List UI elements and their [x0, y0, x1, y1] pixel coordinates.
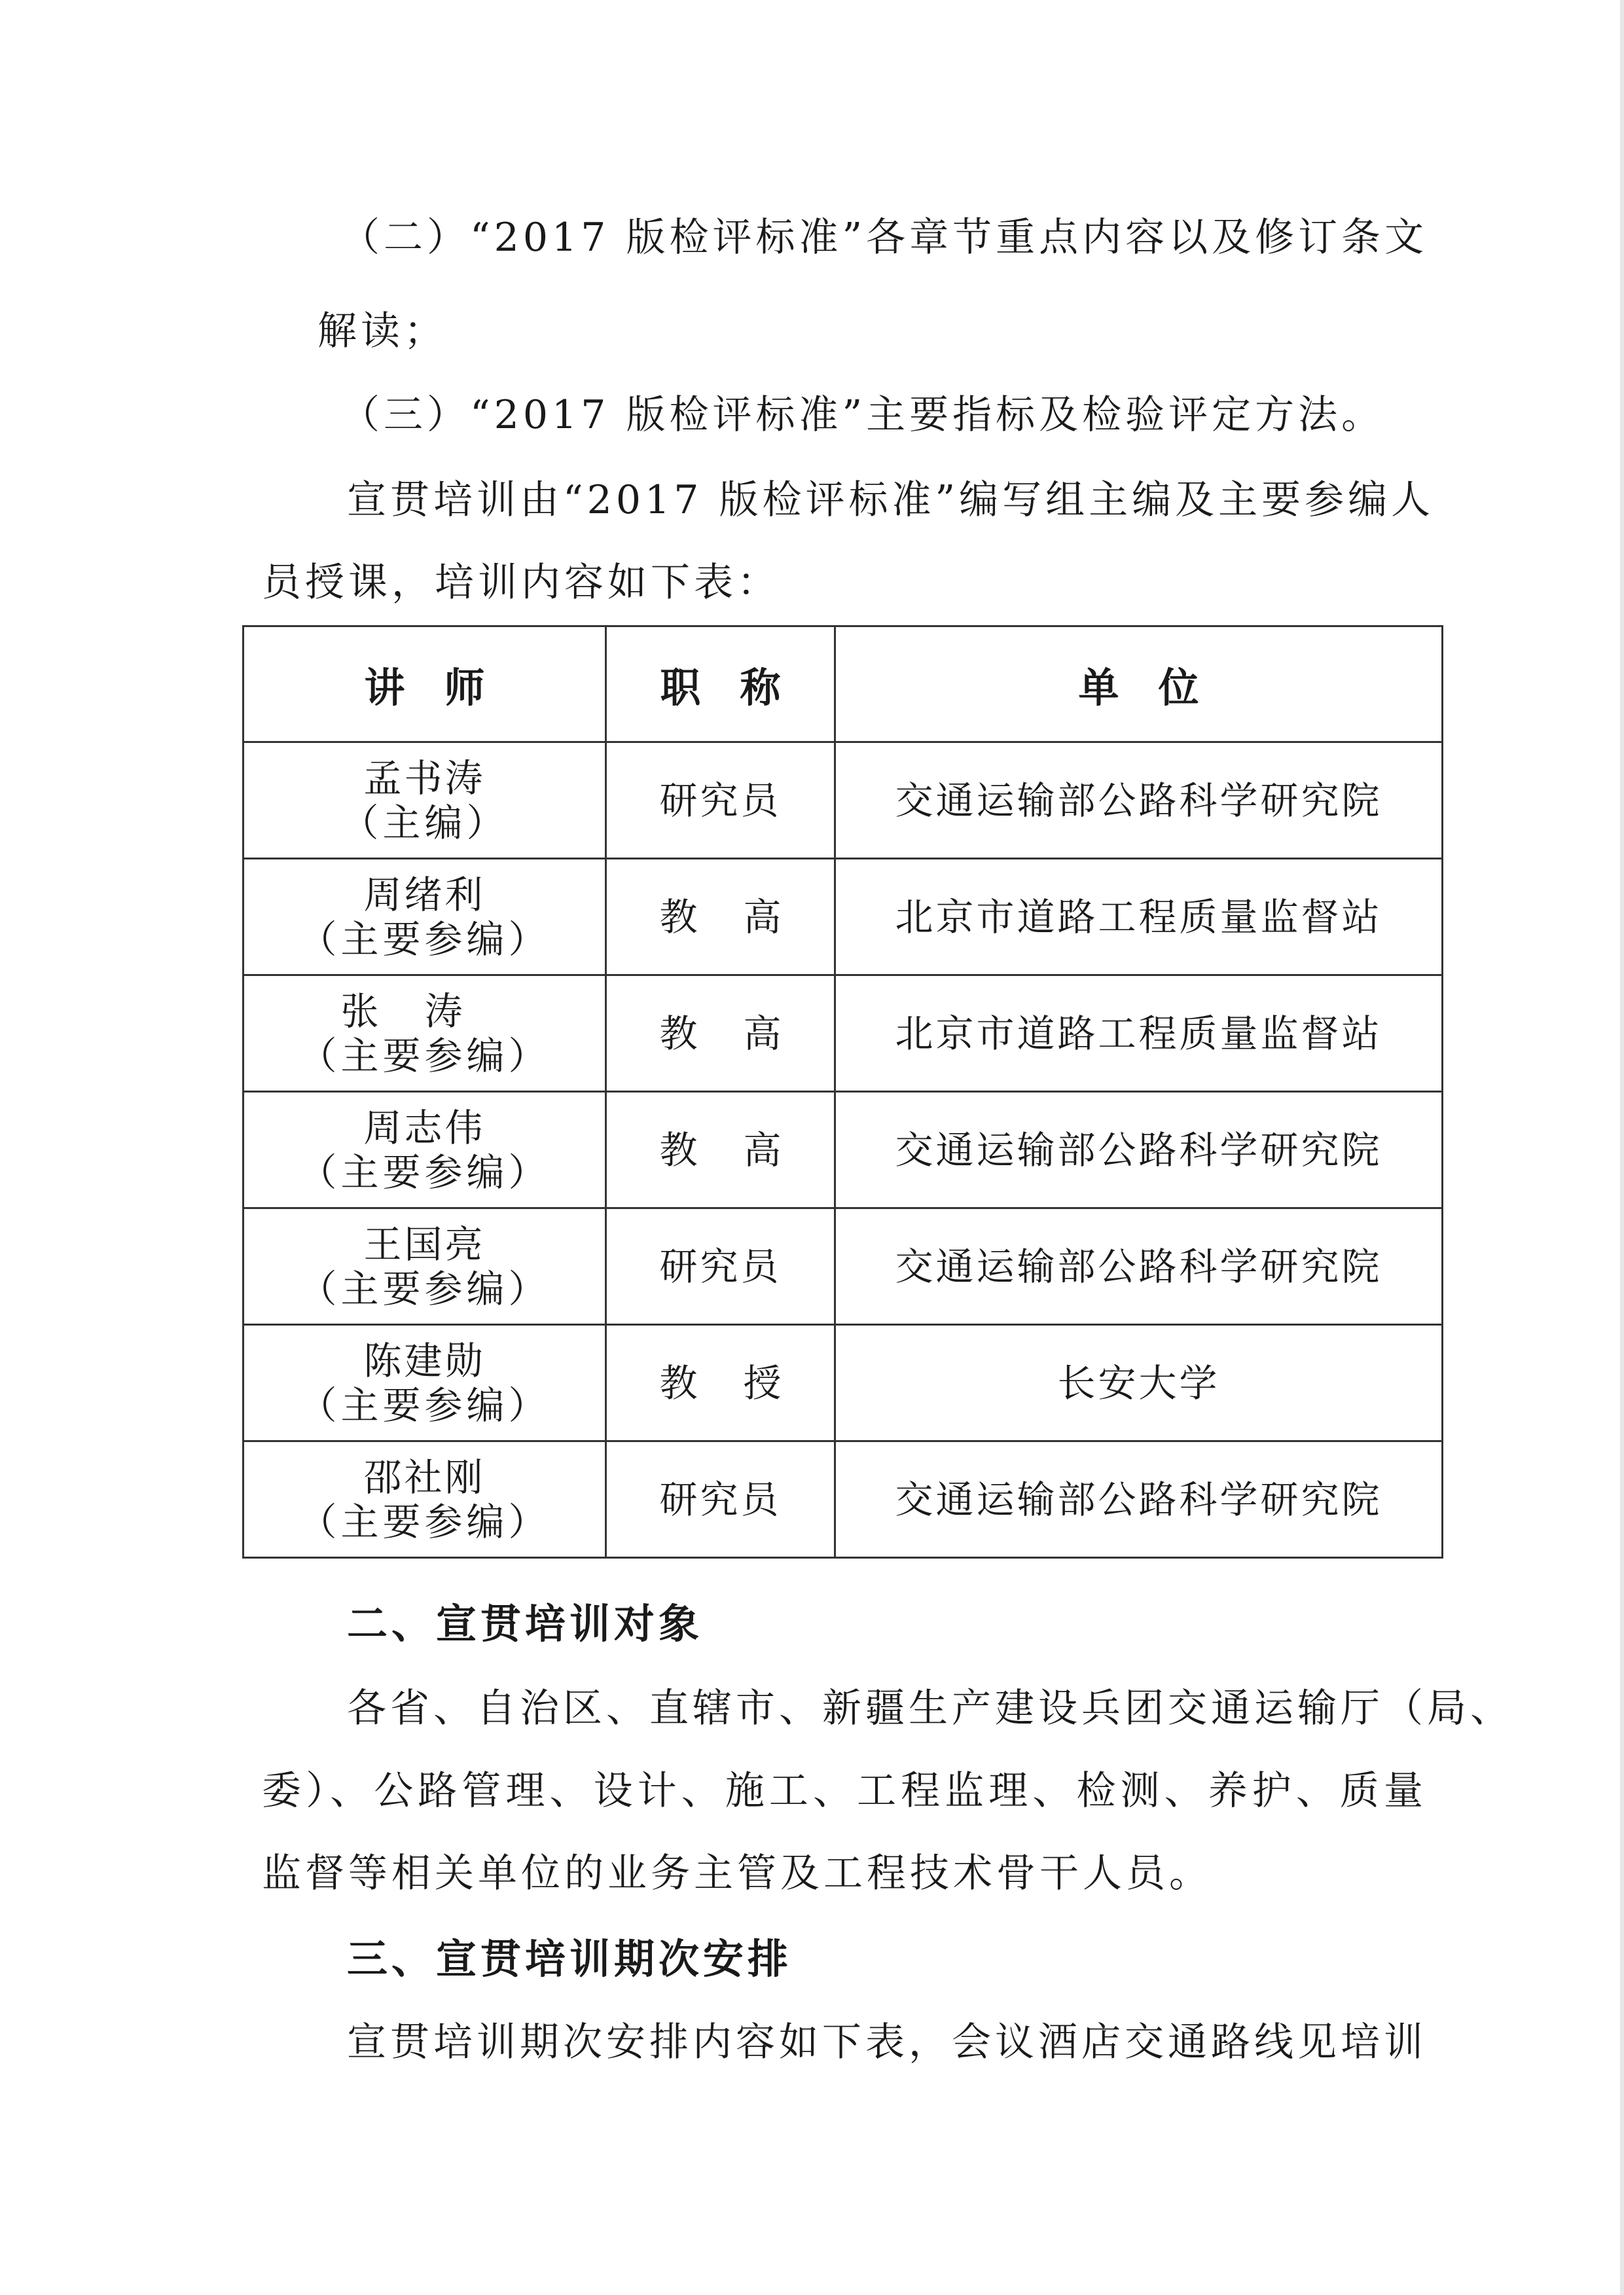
unit-cell: 交通运输部公路科学研究院 — [835, 1441, 1443, 1558]
lecturer-role: （主要参编） — [298, 1149, 550, 1195]
lecturer-cell — [244, 975, 606, 1092]
paragraph-item-2-line-2: 解读； — [317, 308, 447, 354]
paragraph-intro-line-1: 宣贯培训由“2017 版检评标准”编写组主编及主要参编人 — [347, 477, 1435, 523]
unit-cell: 交通运输部公路科学研究院 — [835, 1092, 1443, 1208]
table-row — [244, 1325, 1443, 1441]
paragraph-intro-line-2: 员授课，培训内容如下表： — [262, 560, 780, 605]
unit-cell: 交通运输部公路科学研究院 — [835, 1208, 1443, 1325]
title-cell: 教授 — [606, 1325, 835, 1441]
title-cell: 研究员 — [606, 1208, 835, 1325]
lecturer-name: 周绪利 — [363, 872, 486, 917]
unit-cell: 北京市道路工程质量监督站 — [835, 859, 1443, 975]
lecturer-cell — [244, 1325, 606, 1441]
lecturer-cell — [244, 1441, 606, 1558]
title-cell: 研究员 — [606, 742, 835, 859]
lecturer-name: 邵社刚 — [363, 1455, 486, 1500]
section-2-line-3: 监督等相关单位的业务主管及工程技术骨干人员。 — [262, 1851, 1212, 1896]
table-row — [244, 859, 1443, 975]
table-row — [244, 742, 1443, 859]
lecturer-role: （主要参编） — [298, 916, 550, 962]
title-cell: 研究员 — [606, 1441, 835, 1558]
lecturer-name: 张涛 — [340, 988, 509, 1034]
lecturer-cell — [244, 1092, 606, 1208]
lecturer-cell — [244, 859, 606, 975]
table-row — [244, 1441, 1443, 1558]
lecturer-role: （主要参编） — [298, 1266, 550, 1311]
title-cell: 教高 — [606, 859, 835, 975]
lecturer-role: （主要参编） — [298, 1382, 550, 1428]
lecturer-table — [242, 625, 1443, 1559]
table-header-row — [244, 626, 1443, 742]
lecturer-role: （主要参编） — [298, 1499, 550, 1544]
unit-cell: 交通运输部公路科学研究院 — [835, 742, 1443, 859]
section-2-heading: 二、宣贯培训对象 — [347, 1600, 704, 1648]
section-2-line-1: 各省、自治区、直辖市、新疆生产建设兵团交通运输厅（局、 — [347, 1686, 1513, 1731]
section-3-heading: 三、宣贯培训期次安排 — [347, 1935, 793, 1983]
header-unit: 单位 — [835, 626, 1443, 742]
lecturer-name: 孟书涛 — [363, 755, 486, 801]
lecturer-role: （主要参编） — [298, 1033, 550, 1078]
unit-cell: 长安大学 — [835, 1325, 1443, 1441]
title-cell: 教高 — [606, 1092, 835, 1208]
table-row — [244, 975, 1443, 1092]
paragraph-item-2-line-1: （二）“2017 版检评标准”各章节重点内容以及修订条文 — [340, 215, 1428, 261]
lecturer-cell — [244, 1208, 606, 1325]
lecturer-name: 王国亮 — [363, 1221, 486, 1267]
lecturer-name: 陈建勋 — [363, 1338, 486, 1383]
header-lecturer: 讲师 — [244, 626, 606, 742]
header-title: 职称 — [606, 626, 835, 742]
lecturer-cell — [244, 742, 606, 859]
title-cell: 教高 — [606, 975, 835, 1092]
table-row — [244, 1092, 1443, 1208]
section-2-line-2: 委）、公路管理、设计、施工、工程监理、检测、养护、质量 — [262, 1768, 1427, 1814]
section-3-line-1: 宣贯培训期次安排内容如下表，会议酒店交通路线见培训 — [347, 2019, 1427, 2065]
lecturer-name: 周志伟 — [363, 1105, 486, 1150]
lecturer-role: （主编） — [340, 800, 509, 845]
unit-cell: 北京市道路工程质量监督站 — [835, 975, 1443, 1092]
scan-edge-shadow — [1620, 0, 1624, 2295]
paragraph-item-3: （三）“2017 版检评标准”主要指标及检验评定方法。 — [340, 392, 1385, 438]
table-row — [244, 1208, 1443, 1325]
